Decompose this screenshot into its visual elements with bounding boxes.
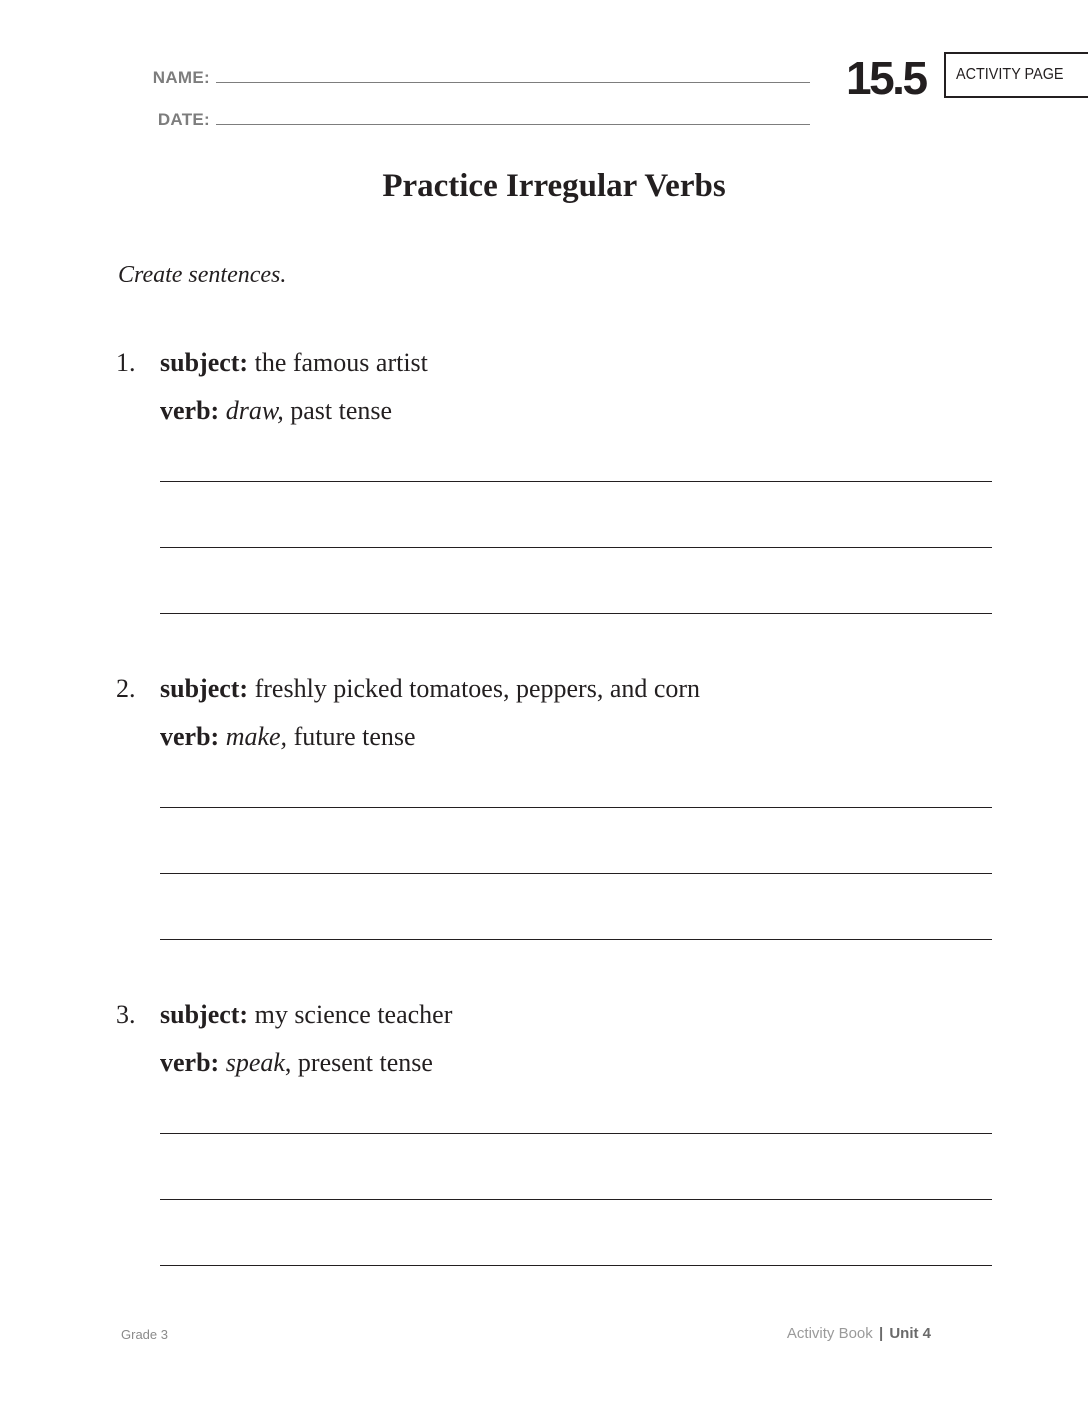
answer-line[interactable]	[160, 1199, 992, 1200]
verb-text: make,	[225, 722, 288, 751]
date-field[interactable]	[216, 124, 810, 125]
subject-label: subject:	[160, 348, 249, 377]
question-number: 1.	[116, 348, 136, 377]
answer-line[interactable]	[160, 1133, 992, 1134]
answer-line[interactable]	[160, 939, 992, 940]
answer-line[interactable]	[160, 873, 992, 874]
tense-text: future tense	[293, 722, 416, 751]
verb-line	[160, 396, 392, 426]
subject-line	[160, 348, 428, 378]
footer-unit: Unit 4	[889, 1325, 931, 1342]
verb-label: verb:	[160, 722, 220, 751]
instructions: Create sentences.	[118, 262, 287, 288]
verb-line	[160, 722, 416, 752]
verb-label: verb:	[160, 396, 220, 425]
question-number: 2.	[116, 674, 136, 703]
subject-line	[160, 674, 700, 704]
page-number: 15.5	[846, 52, 926, 104]
subject-text: the famous artist	[254, 348, 428, 377]
subject-text: freshly picked tomatoes, peppers, and corn	[254, 674, 701, 703]
name-field[interactable]	[216, 82, 810, 83]
answer-line[interactable]	[160, 613, 992, 614]
tense-text: , present tense	[284, 1048, 433, 1077]
verb-text: speak	[225, 1048, 285, 1077]
activity-page-label: ACTIVITY PAGE	[956, 66, 1064, 83]
footer-grade: Grade 3	[121, 1327, 168, 1342]
subject-label: subject:	[160, 674, 249, 703]
answer-line[interactable]	[160, 1265, 992, 1266]
answer-line[interactable]	[160, 807, 992, 808]
footer-book-info	[787, 1325, 931, 1342]
footer-separator: |	[878, 1325, 884, 1342]
tense-text: past tense	[290, 396, 393, 425]
subject-line	[160, 1000, 452, 1030]
answer-line[interactable]	[160, 547, 992, 548]
verb-label: verb:	[160, 1048, 220, 1077]
subject-text: my science teacher	[254, 1000, 453, 1029]
verb-text: draw,	[225, 396, 284, 425]
name-label: NAME:	[152, 68, 210, 87]
footer-book: Activity Book	[786, 1325, 873, 1342]
page-title: Practice Irregular Verbs	[382, 168, 726, 204]
activity-page-box	[944, 52, 1088, 98]
date-label: DATE:	[157, 110, 210, 129]
subject-label: subject:	[160, 1000, 249, 1029]
question-number: 3.	[116, 1000, 136, 1029]
verb-line	[160, 1048, 433, 1078]
answer-line[interactable]	[160, 481, 992, 482]
